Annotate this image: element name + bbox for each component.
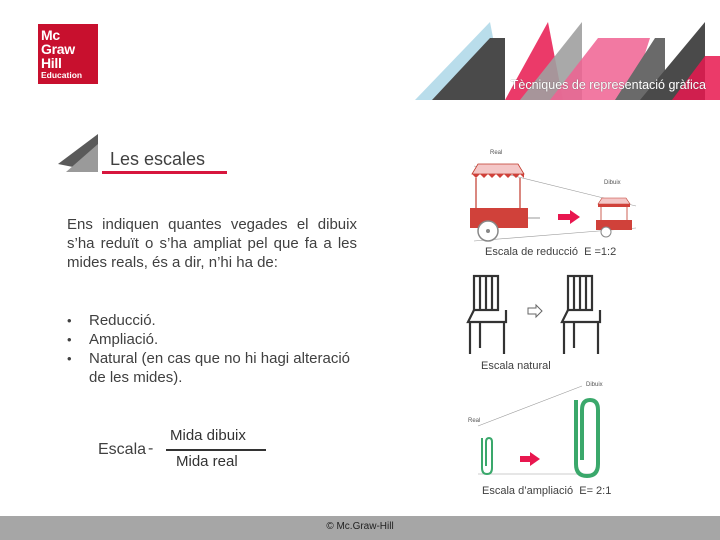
scale-types-list [67,311,367,387]
enlargement-figure [462,380,622,480]
copyright: © Mc.Graw-Hill [326,521,394,532]
drawing-label: Dibuix [604,180,621,186]
arrow-icon [528,305,542,317]
intro-paragraph: Ens indiquen quantes vegades el dibuix s’ha reduït o s’ha ampliat pel que fa a les mides reals, és a dir, n’hi ha de: [67,216,357,271]
natural-figure [466,270,606,358]
section-title: Les escales [110,149,206,169]
list-item: • Reducció. [67,311,367,330]
reduction-caption: Escala de reducció E =1:2 [485,246,617,258]
formula-label: Escala [98,441,147,458]
footer-bar [0,516,720,540]
cart-drawing-icon [596,198,632,237]
arrow-icon [520,452,540,466]
list-item: • Natural (en cas que no hi hagi alteració de les mides). [67,349,367,387]
paperclip-large-icon [576,400,598,476]
reduction-ratio: E =1:2 [584,246,617,258]
section-underline [102,171,227,174]
natural-caption: Escala natural [481,360,551,372]
cart-real-icon [470,164,540,241]
real-label: Real [490,150,503,156]
fraction-bar [166,449,266,451]
mcgraw-hill-logo: Mc Graw Hill Education [38,24,98,84]
formula-dash: - [148,440,154,457]
chair-icon [468,276,506,354]
reduction-figure [458,146,648,244]
arrow-icon [558,210,580,224]
enlargement-caption: Escala d’ampliació E= 2:1 [482,485,612,497]
formula-denominator: Mida real [176,453,238,470]
header-title: Tècniques de representació gràfica [510,78,706,92]
paperclip-small-icon [482,438,492,474]
enlargement-ratio: E= 2:1 [579,485,612,497]
list-item: • Ampliació. [67,330,367,349]
drawing-label: Dibuix [586,382,603,388]
real-label: Real [468,418,481,424]
chair-icon [562,276,600,354]
formula-numerator: Mida dibuix [170,427,246,444]
scale-formula [96,425,271,475]
